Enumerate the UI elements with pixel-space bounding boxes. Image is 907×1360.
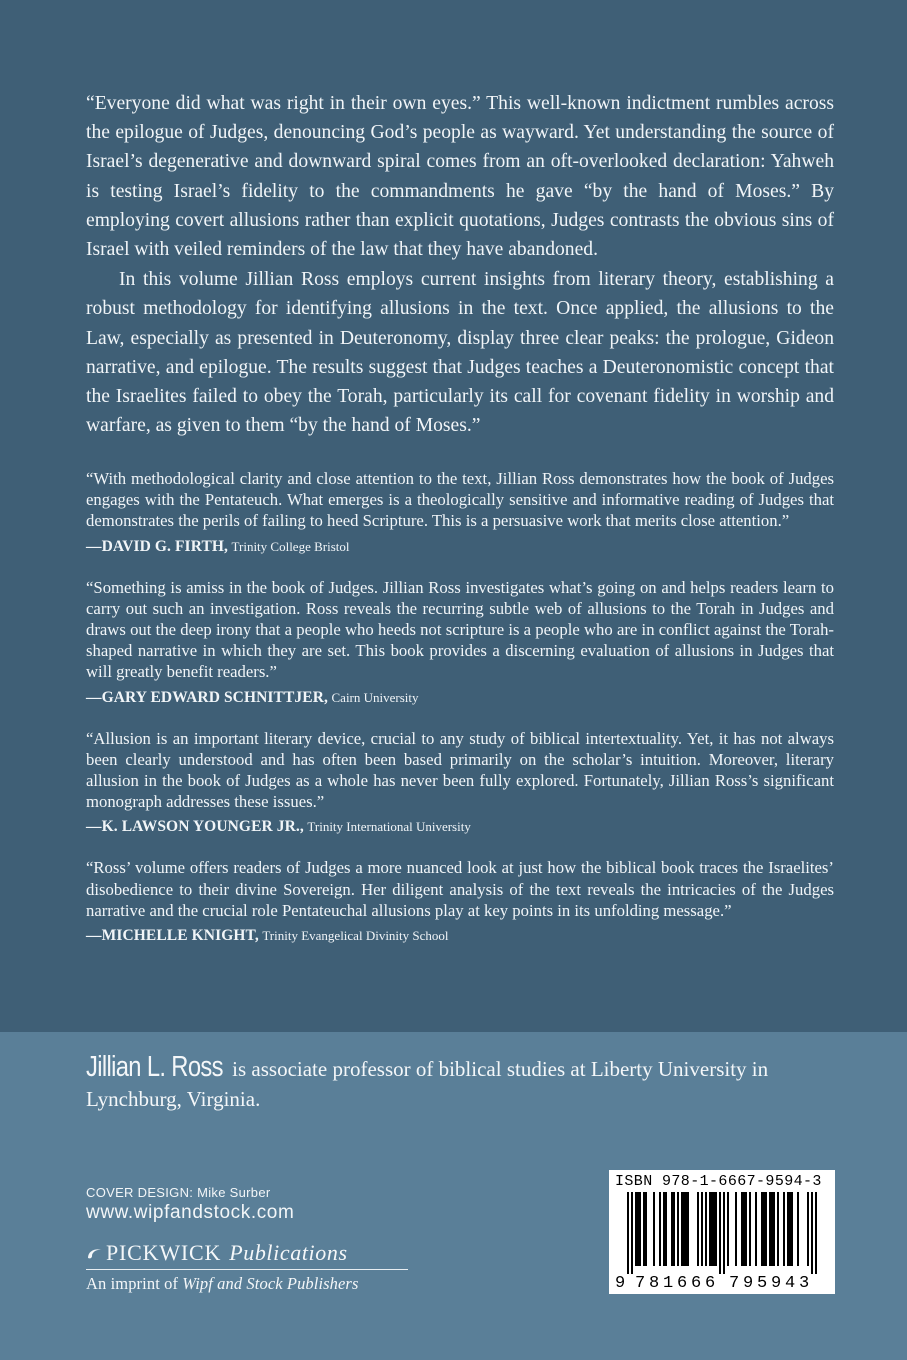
publisher-name-line [86, 1240, 411, 1266]
barcode-bar [665, 1192, 667, 1266]
barcode-bar [715, 1192, 717, 1266]
barcode-digit: 6 [691, 1274, 702, 1293]
barcode-bar [663, 1192, 665, 1266]
imprint-name: Wipf and Stock Publishers [182, 1274, 359, 1293]
barcode-bar [783, 1192, 785, 1266]
endorsement [86, 728, 834, 837]
barcode-bar [797, 1192, 799, 1266]
barcode-bar [681, 1192, 683, 1266]
barcode-bar [727, 1192, 729, 1266]
barcode-bar [787, 1192, 789, 1266]
barcode-bar [723, 1192, 725, 1274]
endorser-name: —K. LAWSON YOUNGER JR., [86, 818, 304, 836]
barcode-bar [745, 1192, 747, 1266]
barcode-bars [613, 1192, 831, 1274]
endorsement [86, 577, 834, 707]
barcode-digit: 4 [785, 1274, 796, 1293]
barcode-bar [685, 1192, 687, 1266]
isbn-label: ISBN 978-1-6667-9594-3 [615, 1173, 822, 1190]
barcode-bar [705, 1192, 707, 1266]
barcode-bar [769, 1192, 771, 1266]
barcode-digit: 6 [705, 1274, 716, 1293]
endorsement-attribution [86, 689, 834, 707]
credits [86, 1185, 294, 1224]
barcode-digit: 9 [771, 1274, 782, 1293]
endorsements [86, 468, 834, 966]
author-name: Jillian L. Ross [86, 1051, 223, 1083]
endorsement-attribution [86, 927, 834, 945]
barcode-bar [713, 1192, 715, 1266]
barcode-digit: 8 [649, 1274, 660, 1293]
barcode-digit: 9 [743, 1274, 754, 1293]
barcode-bar [791, 1192, 793, 1266]
endorsement [86, 468, 834, 556]
endorsement-attribution [86, 818, 834, 836]
barcode-bar [789, 1192, 791, 1266]
barcode-bar [697, 1192, 699, 1266]
imprint-prefix: An imprint of [86, 1274, 179, 1293]
barcode-bar [659, 1192, 661, 1266]
barcode-bar [811, 1192, 813, 1274]
barcode-bar [749, 1192, 751, 1266]
description-paragraph: In this volume Jillian Ross employs current insights from literary theory, establishing a robust methodology for identifying allusions in the text. Once applied, the allusions to the Law, especially as presented in Deuteronomy, display three clear peaks: the prologue, Gideon narrative, and epilogue. The results suggest that Judges teaches a Deuteronomistic concept that the Israelites failed to obey the Torah, particularly its call for covenant fidelity in worship and warfare, as given to them “by the hand of Moses.” [86, 269, 834, 437]
barcode-digit: 7 [729, 1274, 740, 1293]
barcode-digit: 6 [677, 1274, 688, 1293]
barcode-bar [701, 1192, 703, 1266]
endorsement [86, 857, 834, 945]
barcode-bar [755, 1192, 757, 1266]
endorser-affiliation: Trinity Evangelical Divinity School [262, 928, 449, 944]
barcode-bar [807, 1192, 809, 1266]
barcode-bar [773, 1192, 775, 1266]
barcode-digit: 7 [635, 1274, 646, 1293]
author-bio [86, 1052, 838, 1114]
barcode-bar [709, 1192, 711, 1266]
endorsement-quote: “With methodological clarity and close attention to the text, Jillian Ross demonstrates how the book of Judges engages with the Pentateuch. What emerges is a theologically sensitive and informative reading of Judges that demonstrates the perils of failing to heed Scripture. This is a persuasive work that merits close attention.” [86, 469, 834, 531]
barcode-bar [719, 1192, 721, 1274]
description-paragraph: “Everyone did what was right in their own eyes.” This well-known indictment rumbles across the epilogue of Judges, denouncing God’s people as wayward. Yet understanding the source of Israel’s degenerative and downward spiral comes from an oft-overlooked declaration: Yahweh is testing Israel’s fidelity to the commandments he gave “by the hand of Moses.” By employing covert allusions rather than explicit quotations, Judges contrasts the obvious sins of Israel with veiled reminders of the law that they have abandoned. [86, 93, 834, 261]
barcode-digit: 3 [799, 1274, 810, 1293]
barcode-digit: 1 [663, 1274, 674, 1293]
barcode-bar [771, 1192, 773, 1266]
endorsement-quote: “Allusion is an important literary device, crucial to any study of biblical intertextuality. Yet, it has not always been clearly understood and has often been based primarily on the scholar’s intuition. Moreover, literary allusion in the book of Judges as a whole has never been fully explored. Fortunately, Jillian Ross’s significant monograph addresses these issues.” [86, 728, 834, 812]
endorser-affiliation: Trinity International University [307, 819, 471, 835]
endorser-name: —GARY EDWARD SCHNITTJER, [86, 688, 328, 706]
barcode-bar [643, 1192, 645, 1266]
barcode-bar [673, 1192, 675, 1266]
barcode-bar [761, 1192, 763, 1266]
barcode-bar [763, 1192, 765, 1266]
endorser-affiliation: Trinity College Bristol [231, 538, 350, 554]
endorsement-quote: “Something is amiss in the book of Judges. Jillian Ross investigates what’s going on and helps readers learn to carry out such an investigation. Ross reveals the recurring subtle web of allusions to the Torah in Judges and draws out the deep irony that a people who heeds not scripture is a people who are in conflict against the Torah-shaped narrative in which they are set. This book provides a discerning evaluation of allusions in Judges that will greatly benefit readers.” [86, 577, 834, 682]
author-bio-text: is associate professor of biblical studies at Liberty University in Lynchburg, Virginia. [86, 1057, 769, 1111]
imprint-line [86, 1274, 411, 1294]
barcode-bar [653, 1192, 655, 1266]
endorser-name: —MICHELLE KNIGHT, [86, 927, 259, 945]
publisher-website[interactable]: www.wipfandstock.com [86, 1202, 295, 1223]
publisher-divider [86, 1269, 408, 1270]
barcode-bar [711, 1192, 713, 1266]
barcode-bar [635, 1192, 637, 1266]
barcode-bar [743, 1192, 745, 1266]
swirl-icon [86, 1246, 104, 1260]
book-description [86, 89, 834, 440]
barcode-bar [683, 1192, 685, 1266]
barcode-bar [687, 1192, 689, 1266]
barcode-bar [671, 1192, 673, 1266]
cover-design-credit: COVER DESIGN: Mike Surber [86, 1185, 271, 1200]
barcode-bar [741, 1192, 743, 1266]
barcode-bar [815, 1192, 817, 1274]
barcode-bar [677, 1192, 679, 1266]
barcode-bar [645, 1192, 647, 1266]
barcode-bar [637, 1192, 639, 1266]
barcode-bar [639, 1192, 641, 1266]
isbn-barcode [609, 1170, 835, 1294]
publisher-subtitle: Publications [229, 1240, 348, 1265]
publisher-name: PICKWICK [106, 1240, 222, 1265]
endorsement-quote: “Ross’ volume offers readers of Judges a more nuanced look at just how the biblical book traces the Israelites’ disobedience to their divine Sovereign. Her diligent analysis of the text reveals the intricacies of the Judges narrative and the crucial role Pentateuchal allusions play at key points in its unfolding message.” [86, 858, 834, 920]
barcode-digit: 5 [757, 1274, 768, 1293]
barcode-bar [631, 1192, 633, 1274]
endorser-affiliation: Cairn University [331, 689, 419, 705]
publisher-logo-block [86, 1240, 411, 1294]
endorsement-attribution [86, 538, 834, 556]
barcode-bar [627, 1192, 629, 1274]
barcode-bar [765, 1192, 767, 1266]
barcode-bar [777, 1192, 779, 1266]
barcode-bar [735, 1192, 737, 1266]
barcode-digit: 9 [615, 1274, 626, 1293]
endorser-name: —DAVID G. FIRTH, [86, 537, 229, 555]
